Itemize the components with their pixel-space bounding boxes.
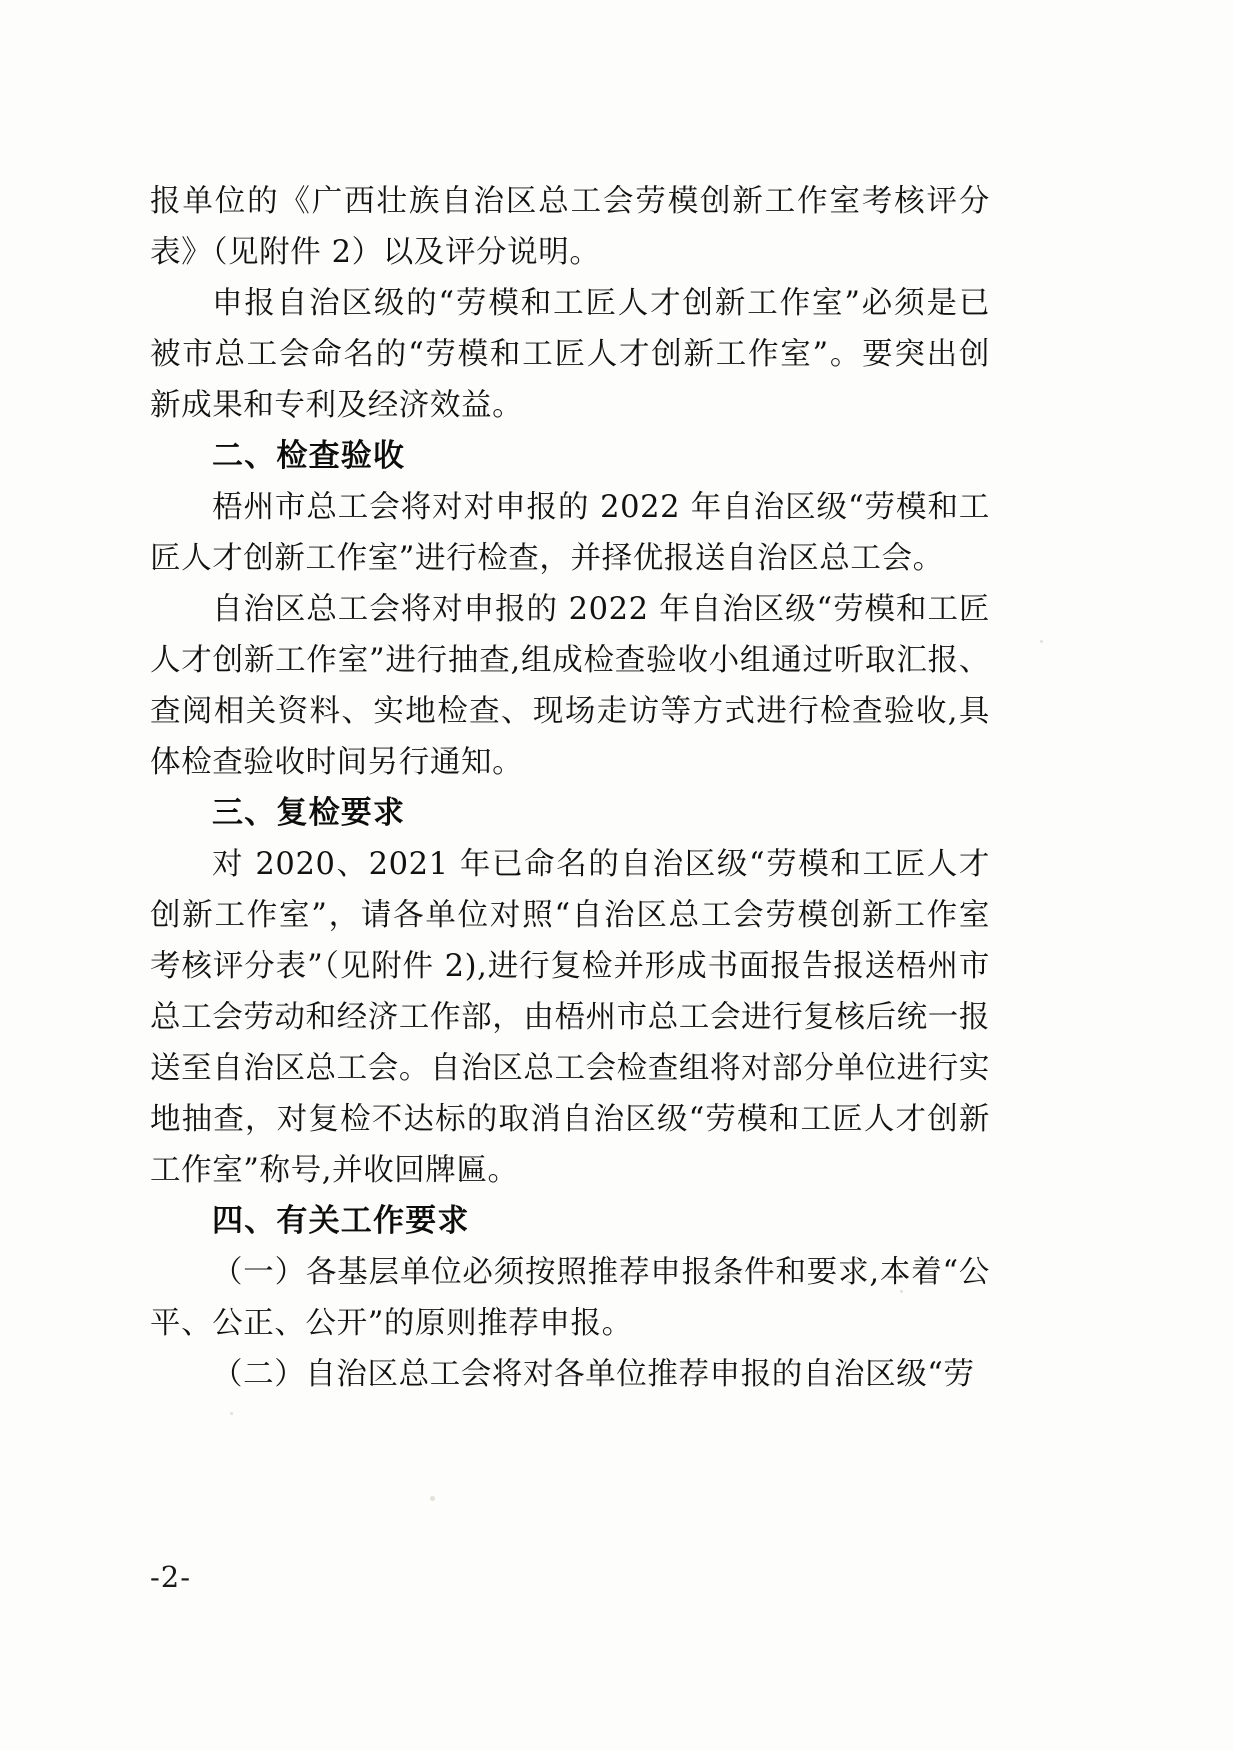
page-number: -2- <box>150 1560 192 1594</box>
paper-speck <box>230 1412 233 1415</box>
section-heading-2: 二、检查验收 <box>212 438 406 474</box>
paragraph-5: 对 2020、2021 年已命名的自治区级“劳模和工匠人才创新工作室”，请各单位对照“自治区总工会劳模创新工作室考核评分表”（见附件 2),进行复检并形成书面报告报送梧州市总工会劳动和经济工作部，由梧州市总工会进行复核后统一报送至自治区总工会。自治区总工会检查组将对部分单位进行实地抽查，对复检不达标的取消自治区级“劳模和工匠人才创新工作室”称号,并收回牌匾。 <box>150 847 990 1188</box>
paragraph-4: 自治区总工会将对申报的 2022 年自治区级“劳模和工匠人才创新工作室”进行抽查,组成检查验收小组通过听取汇报、查阅相关资料、实地检查、现场走访等方式进行检查验收,具体检查验收时间另行通知。 <box>150 592 990 780</box>
paragraph-6: （一）各基层单位必须按照推荐申报条件和要求,本着“公平、公正、公开”的原则推荐申报。 <box>150 1255 990 1341</box>
paragraph-3: 梧州市总工会将对对申报的 2022 年自治区级“劳模和工匠人才创新工作室”进行检查，并择优报送自治区总工会。 <box>150 490 990 576</box>
paper-speck <box>1040 640 1043 643</box>
paragraph-7: （二）自治区总工会将对各单位推荐申报的自治区级“劳 <box>212 1357 975 1392</box>
paper-speck <box>430 1496 435 1501</box>
document-body <box>150 176 990 1400</box>
paper-speck <box>900 1290 903 1293</box>
paragraph-2: 申报自治区级的“劳模和工匠人才创新工作室”必须是已被市总工会命名的“劳模和工匠人才创新工作室”。要突出创新成果和专利及经济效益。 <box>150 286 990 423</box>
section-heading-4: 四、有关工作要求 <box>212 1203 470 1239</box>
section-heading-3: 三、复检要求 <box>212 795 406 831</box>
paragraph-1: 报单位的《广西壮族自治区总工会劳模创新工作室考核评分表》（见附件 2）以及评分说明。 <box>150 184 990 270</box>
